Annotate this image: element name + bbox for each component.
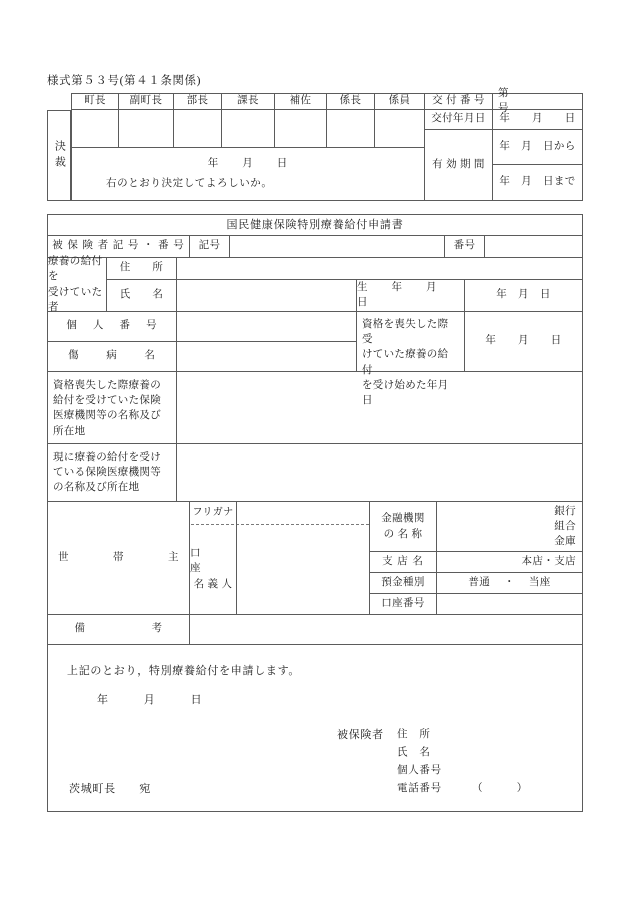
bank-type-bank: 銀行 — [554, 505, 576, 517]
recipient-group-label — [47, 258, 107, 312]
deposit-type-value[interactable]: 普通 ・ 当座 — [437, 573, 583, 594]
number-label: 番号 — [445, 236, 485, 258]
prev-institution-label-line4: 所在地 — [53, 425, 86, 437]
account-holder-label — [190, 524, 237, 615]
approval-col-chief: 係長 — [327, 93, 375, 110]
bank-type-credit: 金庫 — [554, 536, 576, 548]
qualification-loss-label-line2: けていた療養の給付 — [362, 349, 449, 376]
symbol-label: 記号 — [190, 236, 230, 258]
birth-label: 生 年 月 日 — [357, 280, 465, 312]
symbol-value[interactable] — [230, 236, 445, 258]
current-institution-value[interactable] — [177, 444, 583, 502]
prev-institution-label — [47, 372, 177, 444]
approval-sign-chief[interactable] — [327, 110, 375, 148]
personal-number-value[interactable] — [177, 312, 357, 342]
approval-table — [47, 88, 586, 201]
current-institution-label-line1: 現に療養の給付を受け — [53, 452, 161, 463]
valid-period-to[interactable]: 年 月 日まで — [493, 165, 583, 201]
approval-col-deputy: 副町長 — [119, 93, 174, 110]
name-label: 氏 名 — [107, 280, 177, 312]
disease-value[interactable] — [177, 342, 357, 372]
recipient-group-label-line1: 療養の給付を — [48, 256, 103, 283]
approval-sign-section[interactable] — [222, 110, 275, 148]
applicant-name-label: 氏 名 — [397, 747, 431, 758]
form-number-label: 様式第５３号(第４１条関係) — [47, 75, 202, 87]
approval-sign-mayor[interactable] — [71, 110, 119, 148]
applicant-phone-label: 電話番号 — [397, 783, 442, 794]
approval-decision-block — [71, 148, 425, 201]
valid-period-from[interactable]: 年 月 日から — [493, 130, 583, 165]
name-value[interactable] — [177, 280, 357, 312]
remarks-value[interactable] — [190, 615, 583, 645]
branch-label: 支 店 名 — [370, 552, 437, 573]
declaration-date-line[interactable]: 年 月 日 — [97, 694, 203, 706]
bank-name-label-line1: 金融機関 — [381, 513, 425, 525]
account-holder-label-line1: 口 座 — [190, 548, 226, 575]
address-label: 住 所 — [107, 258, 177, 280]
issue-number-value[interactable]: 第 号 — [493, 93, 583, 110]
qualification-loss-label — [357, 312, 465, 407]
applicant-label: 被保険者 — [337, 729, 384, 741]
issue-date-value[interactable]: 年 月 日 — [493, 110, 583, 130]
account-holder-label-line2: 名 義 人 — [193, 578, 233, 590]
address-value[interactable] — [177, 258, 583, 280]
qualification-loss-value[interactable]: 年 月 日 — [465, 312, 583, 372]
bank-name-value[interactable] — [437, 502, 583, 552]
approval-sign-assistant[interactable] — [275, 110, 327, 148]
applicant-phone-value[interactable]: （ ） — [472, 783, 528, 794]
recipient-group-label-line2: 受けていた者 — [48, 286, 103, 313]
prev-institution-label-line3: 医療機関等の名称及び — [53, 410, 161, 422]
application-form-table — [47, 214, 583, 812]
approval-sign-deputy[interactable] — [119, 110, 174, 148]
remarks-label: 備 考 — [47, 615, 190, 645]
approval-decision-text: 右のとおり決定してよろしいか。 — [106, 177, 273, 189]
approval-col-director: 部長 — [174, 93, 222, 110]
valid-period-label: 有 効 期 間 — [425, 130, 493, 201]
account-holder-value[interactable] — [237, 524, 370, 615]
approval-vertical-header: 決裁 — [47, 110, 71, 201]
prev-institution-label-line2: 給付を受けていた保険 — [53, 395, 161, 407]
applicant-address-label: 住 所 — [397, 729, 431, 740]
issue-number-label: 交 付 番 号 — [425, 93, 493, 110]
applicant-personal-number-label: 個人番号 — [397, 765, 442, 776]
prev-institution-label-line1: 資格喪失した際療養の — [53, 380, 161, 391]
current-institution-label-line2: ている保険医療機関等 — [53, 467, 161, 479]
account-number-value[interactable] — [437, 594, 583, 615]
prev-institution-value[interactable] — [177, 372, 583, 444]
qualification-loss-label-line1: 資格を喪失した際受 — [362, 319, 449, 346]
approval-sign-staff[interactable] — [375, 110, 425, 148]
number-value[interactable] — [485, 236, 583, 258]
approval-sign-director[interactable] — [174, 110, 222, 148]
current-institution-label — [47, 444, 177, 502]
approval-col-mayor: 町長 — [71, 93, 119, 110]
approval-col-assistant: 補佐 — [275, 93, 327, 110]
furigana-value[interactable] — [237, 502, 370, 524]
approval-col-staff: 係員 — [375, 93, 425, 110]
birth-value[interactable]: 年 月 日 — [465, 280, 583, 312]
declaration-statement: 上記のとおり，特別療養給付を申請します。 — [67, 665, 301, 677]
approval-col-section: 課長 — [222, 93, 275, 110]
branch-value[interactable]: 本店・支店 — [437, 552, 583, 573]
addressee-label: 茨城町長 宛 — [69, 783, 151, 795]
bank-type-union: 組合 — [554, 520, 576, 532]
current-institution-label-line3: の名称及び所在地 — [53, 482, 140, 494]
householder-label: 世 帯 主 — [47, 502, 190, 615]
issue-date-label: 交付年月日 — [425, 110, 493, 130]
insured-symbol-number-label: 被 保 険 者 記 号 ・ 番 号 — [47, 236, 190, 258]
qualification-loss-label-line3: を受け始めた年月日 — [362, 379, 449, 407]
personal-number-label: 個 人 番 号 — [47, 312, 177, 342]
form-title: 国民健康保険特別療養給付申請書 — [47, 214, 583, 236]
disease-label: 傷 病 名 — [47, 342, 177, 372]
deposit-type-label: 預金種別 — [370, 573, 437, 594]
approval-decision-date: 年 月 日 — [207, 158, 289, 170]
account-number-label: 口座番号 — [370, 594, 437, 615]
bank-name-label-line2: の 名 称 — [383, 528, 423, 540]
bank-name-label — [370, 502, 437, 552]
furigana-label: フリガナ — [190, 502, 237, 524]
